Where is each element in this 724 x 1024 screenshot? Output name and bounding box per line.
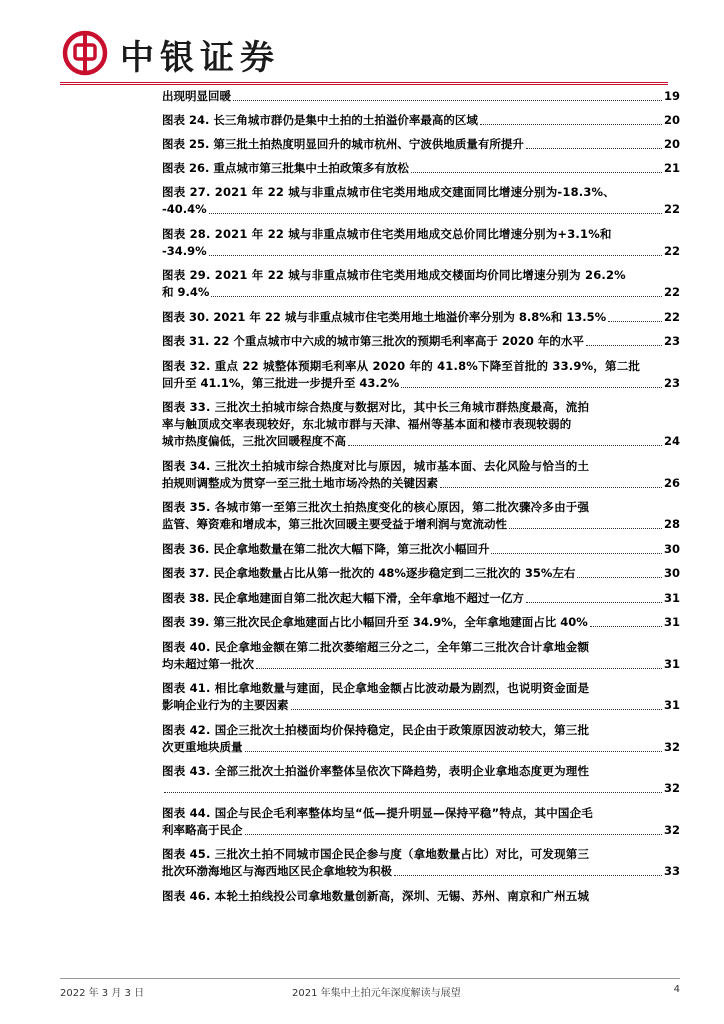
toc-entry-line: 图表 28. 2021 年 22 城与非重点城市住宅类用地成交总价同比增速分别为+3.1%和 [162,226,612,241]
toc-entry-row [162,590,680,607]
toc-leader-dots [526,148,662,149]
header-rule [60,82,668,83]
toc-entry-line: 图表 44. 国企与民企毛利率整体均呈“低—提升明显—保持平稳”特点，其中国企毛 [162,805,593,820]
toc-entry[interactable] [162,267,680,301]
toc-entry-text: -40.4% [162,202,207,216]
toc-entry-row [162,475,680,492]
toc-page-number: 28 [663,517,680,531]
toc-page-number: 19 [663,89,680,103]
footer-rule [60,978,680,979]
toc-entry[interactable] [162,888,680,905]
toc-page-number: 22 [663,309,680,324]
toc-leader-dots [211,296,662,297]
toc-leader-dots [491,553,662,554]
toc-page-number: 22 [663,202,680,216]
toc-entry[interactable] [162,763,680,797]
footer-date: 2022 年 3 月 3 日 [60,988,145,999]
toc-entry-row [162,739,680,756]
toc-entry-row [162,333,680,350]
toc-entry-row [162,88,680,105]
toc-entry[interactable] [162,226,680,260]
page-header [52,28,692,88]
toc-entry-line: 图表 29. 2021 年 22 城与非重点城市住宅类用地成交楼面均价同比增速分别为 26.2% [162,268,626,282]
toc-entry[interactable] [162,639,680,673]
toc-entry-row [162,780,680,797]
toc-entry-row [162,433,680,450]
toc-entry-row [162,863,680,880]
toc-page-number: 32 [663,739,680,754]
toc-entry-text: 图表 24. 长三角城市群仍是集中土拍的土拍溢价率最高的区域 [162,113,478,127]
toc-page-number: 30 [663,566,680,580]
toc-entry-row [162,697,680,714]
toc-entry[interactable] [162,590,680,607]
toc-entry-line: 率与触顶成交率表现较好，东北城市群与天津、福州等基本面和楼市表现较弱的 [162,417,572,431]
toc-entry[interactable] [162,541,680,558]
toc-entry-line: 图表 27. 2021 年 22 城与非重点城市住宅类用地成交建面同比增速分别为-18.3%、 [162,185,615,199]
toc-entry-text: 图表 37. 民企拿地数量占比从第一批次的 48%逐步稳定到二三批次的 35%左右 [162,566,576,580]
toc-entry-row [162,243,680,260]
toc-leader-dots [440,487,662,488]
toc-entry-text: 和 9.4% [162,285,210,299]
toc-entry-row [162,565,680,582]
toc-page-number: 24 [663,434,680,448]
toc-page-number: 21 [663,161,680,175]
toc-leader-dots [245,751,662,752]
toc-leader-dots [233,100,662,101]
footer-page-number: 4 [673,984,680,995]
toc-entry-text: 批次环渤海地区与海西地区民企拿地较为积极 [162,864,392,878]
toc-leader-dots [209,213,662,214]
toc-page-number: 31 [663,590,680,605]
toc-page-number: 32 [663,781,680,795]
toc-entry-row [162,822,680,839]
toc-entry-line: 图表 43. 全部三批次土拍溢价率整体呈依次下降趋势，表明企业拿地态度更为理性 [162,764,590,778]
toc-leader-dots [348,445,662,446]
toc-entry[interactable] [162,499,680,533]
toc-entry-line: 图表 35. 各城市第一至第三批次土拍热度变化的核心原因，第二批次骤冷多由于强 [162,500,590,514]
toc-entry[interactable] [162,399,680,450]
toc-entry-text: 图表 31. 22 个重点城市中六成的城市第三批次的预期毛利率高于 2020 年的水平 [162,334,584,348]
footer-title: 2021 年集中土拍元年深度解读与展望 [292,988,461,999]
toc-entry-text: 图表 39. 第三批次民企拿地建面占比小幅回升至 34.9%，全年拿地建面占比 40% [162,615,588,629]
toc-entry-row [162,309,680,326]
toc-leader-dots [480,124,662,125]
toc-entry-line: 图表 40. 民企拿地金额在第二批次萎缩超三分之二，全年第二三批次合计拿地金额 [162,639,590,654]
toc-entry-text: 回升至 41.1%，第三批进一步提升至 43.2% [162,375,400,390]
bank-of-china-logo-icon [62,30,108,76]
toc-entry[interactable] [162,358,680,392]
toc-leader-dots [291,709,662,710]
toc-entry-row [162,516,680,533]
toc-page-number: 31 [663,615,680,629]
toc-entry[interactable] [162,722,680,756]
toc-entry-row [162,614,680,631]
toc-leader-dots [590,626,662,627]
table-of-figures [162,88,680,912]
toc-page-number: 22 [663,243,680,258]
toc-page-number: 23 [663,334,680,348]
toc-leader-dots [245,834,662,835]
toc-entry-text: 利率略高于民企 [162,822,243,837]
toc-entry-text: 图表 26. 重点城市第三批集中土拍政策多有放松 [162,161,409,175]
toc-entry-line: 图表 45. 三批次土拍不同城市国企民企参与度（拿地数量占比）对比，可发现第三 [162,847,590,861]
toc-entry-text: 图表 38. 民企拿地建面自第二批次起大幅下滑，全年拿地不超过一亿方 [162,590,524,605]
toc-entry[interactable] [162,805,680,839]
toc-entry-row [162,112,680,129]
toc-entry-text: 影响企业行为的主要因素 [162,698,289,712]
toc-page-number: 26 [663,475,680,490]
toc-leader-dots [401,387,662,388]
toc-leader-dots [411,172,662,173]
toc-leader-dots [209,255,662,256]
toc-page-number: 31 [663,698,680,712]
toc-entry-text: 监管、筹资难和增成本，第三批次回暖主要受益于增利润与宽流动性 [162,517,507,531]
toc-page-number: 20 [663,137,680,151]
toc-leader-dots [526,602,662,603]
toc-entry[interactable] [162,160,680,177]
toc-leader-dots [608,321,662,322]
toc-entry-text: 均未超过第一批次 [162,656,254,671]
brand-name: 中银证券 [120,38,280,78]
toc-entry-text: 图表 36. 民企拿地数量在第二批次大幅下降，第三批次小幅回升 [162,541,490,556]
toc-entry-row [162,160,680,177]
toc-page-number: 22 [663,285,680,299]
toc-page-number: 33 [663,864,680,878]
toc-entry[interactable] [162,88,680,105]
toc-entry-row [162,541,680,558]
toc-entry-row [162,201,680,218]
toc-entry[interactable] [162,309,680,326]
toc-entry[interactable] [162,112,680,129]
toc-entry-line: 图表 32. 重点 22 城整体预期毛利率从 2020 年的 41.8%下降至首批的 33.9%，第二批 [162,358,641,373]
toc-entry-row [162,284,680,301]
toc-entry[interactable] [162,614,680,631]
toc-leader-dots [394,875,662,876]
toc-entry[interactable] [162,458,680,492]
toc-entry[interactable] [162,846,680,880]
toc-entry[interactable] [162,184,680,218]
toc-entry-text: 图表 25. 第三批土拍热度明显回升的城市杭州、宁波供地质量有所提升 [162,137,524,151]
toc-page-number: 30 [663,541,680,556]
toc-page-number: 20 [663,113,680,127]
toc-entry[interactable] [162,333,680,350]
toc-entry-row [162,136,680,153]
header-rule-thin [60,84,668,85]
toc-leader-dots [509,528,662,529]
toc-leader-dots [256,668,662,669]
toc-entry[interactable] [162,136,680,153]
toc-entry[interactable] [162,565,680,582]
toc-entry-text: -34.9% [162,243,207,258]
toc-entry-text: 出现明显回暖 [162,89,231,103]
toc-page-number: 32 [663,822,680,837]
toc-entry-text: 图表 30. 2021 年 22 城与非重点城市住宅类用地土地溢价率分别为 8.8%和 13.5% [162,309,607,324]
toc-entry-line: 图表 34. 三批次土拍城市综合热度对比与原因，城市基本面、去化风险与恰当的土 [162,458,590,473]
toc-entry-text: 拍规则调整成为贯穿一至三批土地市场冷热的关键因素 [162,475,438,490]
toc-entry-line: 图表 46. 本轮土拍线投公司拿地数量创新高，深圳、无锡、苏州、南京和广州五城 [162,888,590,903]
toc-leader-dots [586,345,662,346]
toc-leader-dots [577,577,662,578]
toc-leader-dots [164,792,662,793]
toc-entry-line: 图表 42. 国企三批次土拍楼面均价保持稳定，民企由于政策原因波动较大，第三批 [162,722,590,737]
toc-entry[interactable] [162,680,680,714]
toc-page-number: 23 [663,375,680,390]
toc-entry-text: 城市热度偏低，三批次回暖程度不高 [162,434,346,448]
toc-entry-line: 图表 33. 三批次土拍城市综合热度与数据对比，其中长三角城市群热度最高，流拍 [162,400,590,414]
toc-page-number: 31 [663,656,680,671]
toc-entry-text: 次更重地块质量 [162,739,243,754]
toc-entry-row [162,375,680,392]
toc-entry-line: 图表 41. 相比拿地数量与建面，民企拿地金额占比波动最为剧烈，也说明资金面是 [162,681,590,695]
toc-entry-row [162,656,680,673]
